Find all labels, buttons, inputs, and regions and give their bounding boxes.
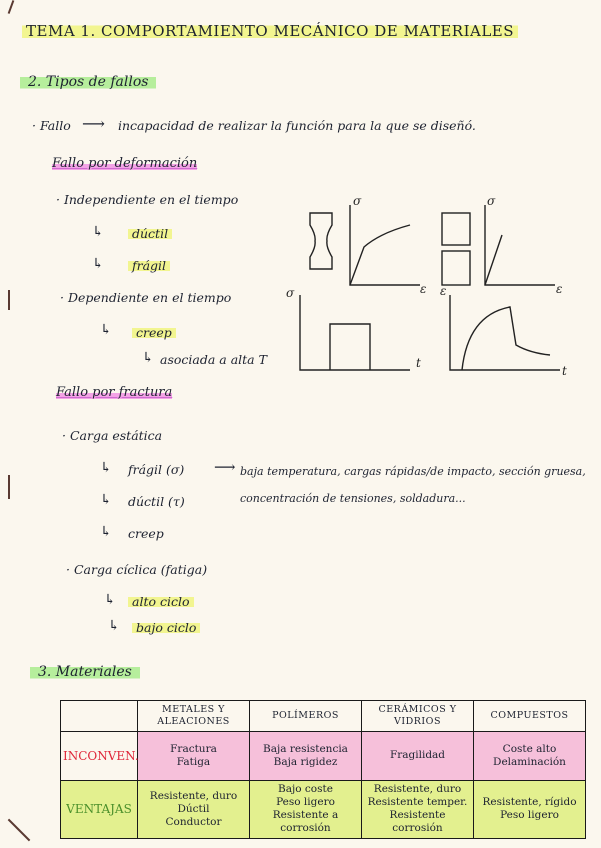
fragil-sigma-label: frágil (σ) [128, 462, 185, 477]
turn-arrow-icon: ↳ [92, 256, 104, 272]
section-2-heading: 2. Tipos de fallos [20, 74, 156, 90]
column-header: CERÁMICOS Y VIDRIOS [362, 701, 474, 732]
margin-mark-top [8, 0, 15, 14]
cell-line: Baja resistencia [263, 742, 348, 755]
brittle-curve [485, 235, 502, 285]
ciclica-label: · Carga cíclica (fatiga) [66, 562, 208, 577]
cell-line: Resistente temper. [367, 796, 468, 809]
table-cell [250, 781, 362, 839]
sigma-label: σ [487, 195, 496, 208]
ductil-label: dúctil [128, 226, 172, 241]
sigma-label: σ [286, 286, 295, 300]
cell-line: Peso ligero [276, 796, 335, 809]
table-cell [362, 732, 474, 781]
cell-line: Resistente, duro [149, 789, 238, 802]
turn-arrow-icon: ↳ [142, 350, 154, 366]
t-label: t [416, 356, 421, 370]
eps-label: ε [420, 282, 427, 296]
materials-table [60, 700, 586, 839]
turn-arrow-icon: ↳ [100, 460, 112, 476]
t-label: t [562, 364, 567, 378]
estatica-label: · Carga estática [62, 428, 163, 443]
page-title: TEMA 1. COMPORTAMIENTO MECÁNICO DE MATERIALES [22, 22, 518, 40]
fragil-note-2: concentración de tensiones, soldadura... [240, 492, 466, 505]
column-header: METALES Y ALEACIONES [138, 701, 250, 732]
cell-line: Conductor [165, 815, 222, 828]
strain-time-axes [450, 295, 560, 370]
ductile-specimen [310, 213, 332, 269]
arrow-icon: ⟶ [82, 114, 105, 133]
column-header: COMPUESTOS [474, 701, 586, 732]
turn-arrow-icon: ↳ [100, 492, 112, 508]
turn-arrow-icon: ↳ [104, 592, 116, 608]
cell-line: Delaminación [493, 756, 566, 768]
creep-curve [462, 307, 550, 370]
section-3-heading: 3. Materiales [30, 664, 140, 680]
cell-line: Resistente corrosión [389, 809, 446, 835]
sigma-time-axes [300, 295, 410, 370]
ductil-tau-label: dúctil (τ) [128, 494, 185, 509]
cell-line: Fragilidad [389, 749, 446, 762]
fragil-note-1: baja temperatura, cargas rápidas/de impacto, sección gruesa, [240, 465, 586, 478]
column-header: POLÍMEROS [250, 701, 362, 732]
cell-line: Bajo coste [278, 783, 333, 795]
table-row [61, 732, 586, 781]
ductile-curve [350, 225, 410, 285]
cell-line: Peso ligero [500, 809, 559, 822]
table-cell [250, 732, 362, 781]
cell-line: Resistente a corrosión [272, 809, 339, 835]
arrow-icon: ⟶ [214, 458, 236, 476]
turn-arrow-icon: ↳ [92, 224, 104, 240]
fragil-label: frágil [128, 258, 170, 273]
table-header-row [61, 701, 586, 732]
brittle-specimen-bottom [442, 251, 470, 285]
stress-strain-axes [350, 205, 420, 285]
cell-line: Resistente, rígido [482, 796, 577, 809]
creep-label: creep [132, 325, 176, 340]
cell-line: Resistente, duro [373, 783, 462, 795]
sigma-label: σ [353, 195, 362, 208]
margin-mark-1 [8, 290, 10, 310]
bajo-ciclo-label: bajo ciclo [132, 620, 200, 635]
table-row [61, 781, 586, 839]
cell-line: Baja rigidez [273, 756, 338, 768]
creep-note: asociada a alta T [160, 352, 267, 367]
cell-line: Dúctil [177, 802, 210, 815]
row-label-inconven: INCONVEN. [61, 732, 138, 781]
fractura-heading: Fallo por fractura [56, 385, 173, 400]
table-corner-cell [61, 701, 138, 732]
dependiente-label: · Dependiente en el tiempo [60, 290, 232, 305]
cell-line: Fatiga [176, 756, 211, 768]
margin-mark-2 [8, 475, 10, 499]
row-label-ventajas: VENTAJAS [61, 781, 138, 839]
table-cell [362, 781, 474, 839]
alto-ciclo-label: alto ciclo [128, 594, 194, 609]
deformacion-heading: Fallo por deformación [52, 156, 198, 171]
turn-arrow-icon: ↳ [108, 618, 120, 634]
stress-strain-axes [485, 205, 555, 285]
fallo-label: · Fallo [32, 118, 71, 133]
creep-fractura-label: creep [128, 526, 164, 541]
deformation-sketches [280, 195, 590, 385]
independiente-label: · Independiente en el tiempo [56, 192, 239, 207]
brittle-specimen-top [442, 213, 470, 245]
table-cell [474, 732, 586, 781]
eps-label: ε [440, 284, 447, 298]
eps-label: ε [556, 282, 563, 296]
margin-mark-bottom [8, 819, 31, 842]
table-cell [138, 732, 250, 781]
cell-line: Coste alto [502, 742, 557, 755]
turn-arrow-icon: ↳ [100, 524, 112, 540]
fallo-definition: incapacidad de realizar la función para la que se diseñó. [118, 118, 476, 133]
table-cell [474, 781, 586, 839]
constant-load-step [330, 324, 370, 370]
cell-line: Fractura [170, 742, 217, 755]
table-cell [138, 781, 250, 839]
turn-arrow-icon: ↳ [100, 322, 112, 338]
